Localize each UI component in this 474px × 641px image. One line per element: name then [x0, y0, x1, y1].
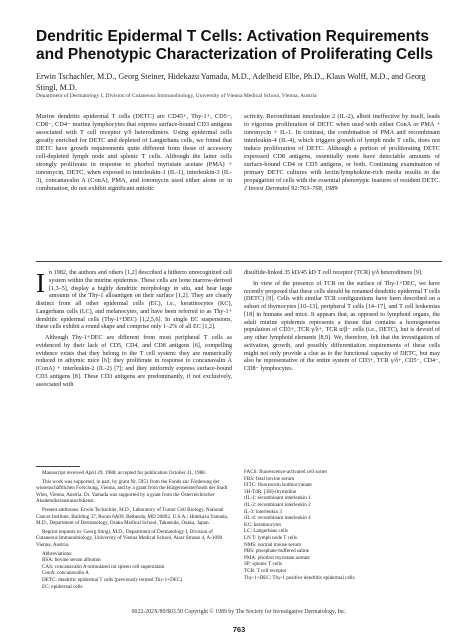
- abbreviation-item: IL-3: interleukin 3: [244, 508, 282, 515]
- abbreviation-item: FITC: fluorescein isothiocyanate: [244, 482, 312, 489]
- abstract-citation: J Invest Dermatol 92:763–768, 1989: [244, 185, 338, 192]
- body-column-right: [244, 270, 440, 377]
- abbreviation-item: TCR: T cell receptor: [244, 567, 287, 574]
- abbreviation-item: rIL-4: recombinant interleukin 4: [244, 515, 311, 522]
- journal-page: [36, 0, 442, 641]
- right-paragraph-1: disulfide-linked 35 kD/45 kD T cell receptor (TCR) γ/δ heterodimers [9].: [244, 270, 423, 276]
- footnote-address: Present addresses: Erwin Tschachler, M.D., Laboratory of Tumor Cell Biology, National Cancer Institute, Building 37, Room 6A09, Bethesda, MD 20892, U.S.A.; Hidekazu Yamada, M.D., Department of Dermatology, Osaka Medical School, Takatsuki, Osaka, Japan.: [36, 506, 229, 527]
- abstract-left-text: Murine dendritic epidermal T cells (DETC) are CD45+, Thy-1+, CD5−, CD8−, CD4− murine lymphocytes that express surface-bound CD3 antigens associated with T cell receptor γ/δ heterodimers. Using epidermal cells greatly enriched for DETC and depleted of Langerhans cells, we found that DETC have growth requirements quite different from those of accessory cell-depleted lymph node and splenic T cells. Although the latter cells strongly proliferate in response to phorbol myristate acetate (PMA) + ionomycin, DETC, when exposed to interleukin-1 (IL-1), interleukin-3 (IL-3), concanavalin A (ConA), PMA, and ionomycin used either alone or in combination, do not exhibit significant mitotic: [36, 113, 232, 192]
- introduction: [36, 270, 232, 389]
- abbreviations-left: [36, 551, 232, 591]
- abbreviation-item: FACS: fluorescence-activated cell sorter: [244, 469, 328, 475]
- abbreviation-item: PMA: phorbol myristate acetate: [244, 554, 310, 561]
- abstract-right: [244, 113, 440, 193]
- abbreviation-item: CAS: concanavalin A-stimulated rat spleen cell supernatant: [42, 563, 165, 570]
- abbreviation-item: Thy-1+DEC: Thy-1 positive dendritic epidermal cells: [244, 574, 355, 581]
- abbreviation-item: 3H-TdR: [3H]-thymidine: [244, 488, 297, 495]
- abbreviations-heading: Abbreviations:: [42, 550, 73, 557]
- drop-cap: I: [36, 268, 45, 298]
- right-paragraph-2: In view of the presence of TCR on the surface of Thy-1+DEC, we have recently proposed that these cells should be renamed dendritic epidermal T cells (DETC) [9]. Cells with similar TCR configurations have been described on a subset of thymocytes [10–13], peripheral T cells [14–17], and T cell leukemias [18] in humans and mice. It appears that, as opposed to lymphoid organs, the adult murine epidermis represents a tissue that contains a homogeneous population of CD3+, TCR γ/δ+, TCR α/β− cells (i.e., DETC), but is devoid of any other lymphoid elements [8,9]. We, therefore, felt that the investigation of activation, growth, and possibly differentiation requirements of these cells might not only provide a clue as to the functional capacity of DETC, but may also be representative of the entire system of CD3+, TCR γ/δ+, CD5−, CD4−, CD8− lymphocytes.: [244, 280, 440, 372]
- abbreviation-item: ConA: concanavalin A: [42, 570, 89, 577]
- abbreviation-item: rIL-2: recombinant interleukin 2: [244, 501, 311, 508]
- footnote-reprint: Reprint requests to: Georg Stingl, M.D., Department of Dermatology I, Division of Cutaneous Immunobiology, University of Vienna Medical School, Alser Strasse 4, A-1090 Vienna, Austria.: [36, 528, 223, 548]
- abbreviation-item: KC: keratinocytes: [244, 521, 282, 528]
- abbreviation-item: SP: splenic T cells: [244, 561, 282, 568]
- abbreviation-item: EC: epidermal cells: [42, 583, 83, 590]
- article-title: Dendritic Epidermal T Cells: Activation Requirements and Phenotypic Characterization of Proliferating Cells: [36, 28, 434, 63]
- abbreviations-right: [244, 469, 440, 581]
- abbreviation-item: rIL-1: recombinant interleukin 1: [244, 495, 311, 502]
- intro-paragraph-1: [36, 270, 232, 332]
- intro-paragraph-1-text: n 1982, the authors and others [1,2] described a hitherto unrecognized cell system within the murine epidermis. These cells are bone marrow-derived [1,3–5], display a highly dendritic morphology in situ, and bear large amounts of the Thy-1 alloantigen on their surface [1,2]. They are clearly distinct from all other epidermal cells (EC), i.e., keratinocytes (KC), Langerhans cells (LC), and melanocytes, and have been referred to as Thy-1+ dendritic epidermal cells (Thy-1+DEC) [1,2,5,6]. In single EC suspensions, these cells exhibit a round shape and comprise only 1–2% of all EC [1,2].: [36, 270, 232, 331]
- abbreviation-item: BSA: bovine serum albumin: [42, 557, 101, 564]
- footnote-received: Manuscript received April 29, 1988; accepted for publication October 31, 1988.: [42, 470, 207, 476]
- copyright-line: 0022-202X/89/$03.50 Copyright © 1989 by The Society for Investigative Dermatology, Inc.: [131, 609, 347, 615]
- abbreviation-item: LC: Langerhans cells: [244, 528, 288, 535]
- author-list: Erwin Tschachler, M.D., Georg Steiner, Hidekazu Yamada, M.D., Adelheid Elbe, Ph.D., Klaus Wolff, M.D., and Georg Stingl, M.D.: [36, 72, 426, 92]
- abbreviation-item: NMS: normal mouse serum: [244, 541, 301, 548]
- abbreviation-item: DETC: dendritic epidermal T cells (previously termed Thy-1+DEC): [42, 576, 183, 583]
- footnote-support: This work was supported, in part, by grant Nr. 5951 from the Fonds zur Förderung der wissenschaftlichen Forschung, Vienna, and by a grant from the Bürgermeisterfonds der Stadt Wien, Vienna, Austria. Dr. Yamada was supported by a grant from the Österreichischer Akademikeraustauschdienst.: [36, 478, 228, 505]
- footnotes: [36, 466, 232, 590]
- abbreviation-item: FBS: fetal bovine serum: [244, 475, 295, 482]
- intro-paragraph-2: Although Thy-1+DEC are different from most peripheral T cells as evidenced by their lack of CD5, CD4, and CD8 antigens [6], compelling evidence exists that they belong to the T cell system: they are numerically reduced in athymic mice [6]; they proliferate in response to concanavalin A (ConA) + interleukin-2 (IL-2) [7]; and they uniformly express surface-bound CD3 antigens [8]. These CD3 antigens are predominantly, if not exclusively, associated with: [36, 335, 232, 388]
- page-number: 763: [232, 625, 246, 634]
- affiliation: Department of Dermatology I, Division of Cutaneous Immunobiology, University of Vienna Medical School, Vienna, Austria: [36, 93, 317, 99]
- abbreviation-item: PBS: phosphate-buffered saline: [244, 548, 310, 555]
- abbreviation-item: LN T: lymph node T cells: [244, 534, 298, 541]
- footnote-rule: [36, 466, 80, 467]
- abstract-left: [36, 113, 232, 193]
- abstract-right-text: activity. Recombinant interleukin 2 (IL-2), albeit ineffective by itself, leads to vigorous proliferation of DETC when used with either ConA or PMA + ionomycin + IL-1. In contrast, the combination of PMA and recombinant interleukin-4 (IL-4), which triggers growth of lymph node T cells, does not induce proliferation of DETC. Although a portion of proliferating DETC expressed CD8 antigens, essentially none have detectable amounts of surface-bound CD4 or CD5 antigens, or both. Continuing examination of primary DETC cultures with lectin/lymphokine-rich media results in the propagation of cells with the essential phenotypic features of resident DETC.: [244, 113, 440, 184]
- abstract-divider: [36, 261, 442, 262]
- body-column-left: [36, 270, 232, 392]
